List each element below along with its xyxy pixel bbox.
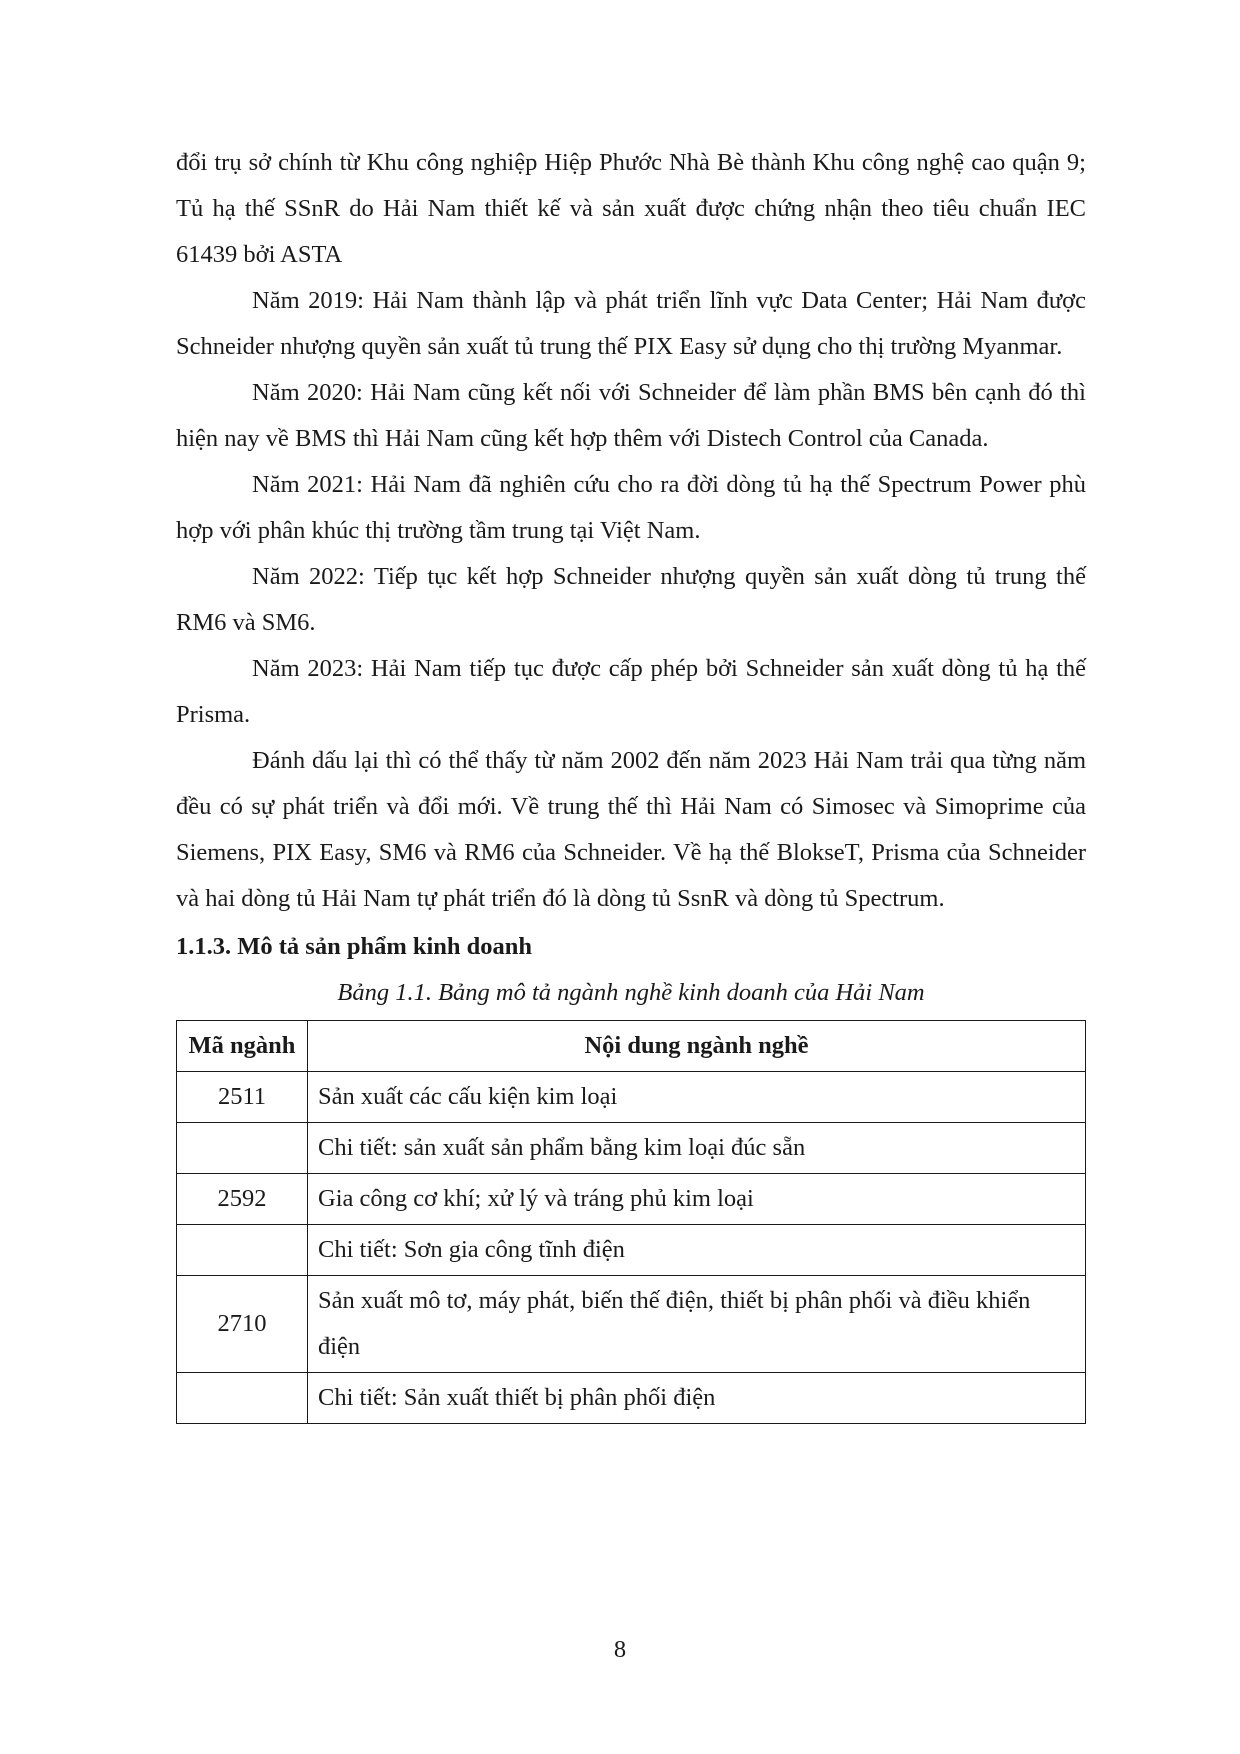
row-content: Sản xuất mô tơ, máy phát, biến thế điện, thiết bị phân phối và điều khiển điện: [308, 1276, 1086, 1373]
row-code: [177, 1373, 308, 1424]
row-content: Chi tiết: Sơn gia công tĩnh điện: [308, 1225, 1086, 1276]
row-content: Chi tiết: Sản xuất thiết bị phân phối điện: [308, 1373, 1086, 1424]
table-header-row: [177, 1021, 1086, 1072]
row-code: 2511: [177, 1072, 308, 1123]
page-number: 8: [613, 1636, 627, 1663]
paragraph-continued: đổi trụ sở chính từ Khu công nghiệp Hiệp Phước Nhà Bè thành Khu công nghệ cao quận 9; Tủ hạ thế SSnR do Hải Nam thiết kế và sản xuất được chứng nhận theo tiêu chuẩn IEC 61439 bởi ASTA: [176, 149, 1086, 268]
section-heading: 1.1.3. Mô tả sản phẩm kinh doanh: [176, 933, 533, 960]
table-row: [177, 1072, 1086, 1123]
header-content: Nội dung ngành nghề: [308, 1021, 1086, 1072]
row-code: 2710: [177, 1276, 308, 1373]
table-caption: Bảng 1.1. Bảng mô tả ngành nghề kinh doanh của Hải Nam: [337, 979, 925, 1006]
row-code: 2592: [177, 1174, 308, 1225]
table-row: [177, 1174, 1086, 1225]
business-lines-table: [176, 1020, 1086, 1424]
row-content: Chi tiết: sản xuất sản phẩm bằng kim loại đúc sẵn: [308, 1123, 1086, 1174]
row-code: [177, 1225, 308, 1276]
paragraph-2019: Năm 2019: Hải Nam thành lập và phát triển lĩnh vực Data Center; Hải Nam được Schneider nhượng quyền sản xuất tủ trung thế PIX Easy sử dụng cho thị trường Myanmar.: [176, 287, 1086, 360]
row-code: [177, 1123, 308, 1174]
table-row: [177, 1225, 1086, 1276]
paragraph-2023: Năm 2023: Hải Nam tiếp tục được cấp phép bởi Schneider sản xuất dòng tủ hạ thế Prisma.: [176, 655, 1086, 728]
row-content: Gia công cơ khí; xử lý và tráng phủ kim loại: [308, 1174, 1086, 1225]
table-row: [177, 1123, 1086, 1174]
table-row: [177, 1276, 1086, 1373]
paragraph-summary: Đánh dấu lại thì có thể thấy từ năm 2002 đến năm 2023 Hải Nam trải qua từng năm đều có sự phát triển và đổi mới. Về trung thế thì Hải Nam có Simosec và Simoprime của Siemens, PIX Easy, SM6 và RM6 của Schneider. Về hạ thế BlokseT, Prisma của Schneider và hai dòng tủ Hải Nam tự phát triển đó là dòng tủ SsnR và dòng tủ Spectrum.: [176, 747, 1086, 912]
paragraph-2022: Năm 2022: Tiếp tục kết hợp Schneider nhượng quyền sản xuất dòng tủ trung thế RM6 và SM6.: [176, 563, 1086, 636]
paragraph-2021: Năm 2021: Hải Nam đã nghiên cứu cho ra đời dòng tủ hạ thế Spectrum Power phù hợp với phân khúc thị trường tầm trung tại Việt Nam.: [176, 471, 1086, 544]
document-body: [176, 140, 1086, 1424]
row-content: Sản xuất các cấu kiện kim loại: [308, 1072, 1086, 1123]
table-row: [177, 1373, 1086, 1424]
header-code: Mã ngành: [177, 1021, 308, 1072]
paragraph-2020: Năm 2020: Hải Nam cũng kết nối với Schneider để làm phần BMS bên cạnh đó thì hiện nay về BMS thì Hải Nam cũng kết hợp thêm với Distech Control của Canada.: [176, 379, 1086, 452]
